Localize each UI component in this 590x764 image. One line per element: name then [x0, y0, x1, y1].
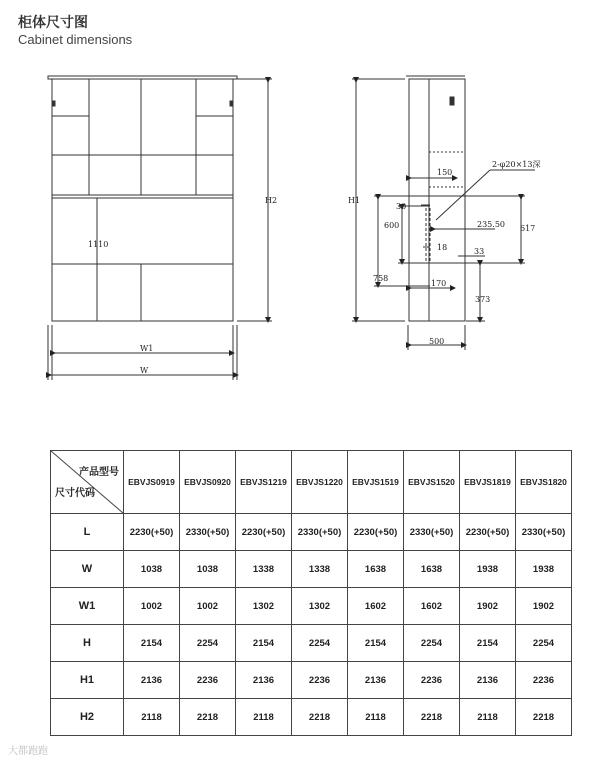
table-cell: 2330(+50) — [292, 514, 348, 551]
dim-30: 30 — [396, 202, 407, 211]
table-cell: 1902 — [460, 588, 516, 625]
dim-1110: 1110 — [88, 240, 109, 249]
table-cell: 2254 — [292, 625, 348, 662]
dim-w: W — [140, 366, 149, 375]
table-cell: 2154 — [348, 625, 404, 662]
model-header: EBVJS1519 — [348, 451, 404, 514]
table-row — [51, 551, 572, 588]
dim-235: 235.50 — [477, 220, 505, 229]
table-row — [51, 514, 572, 551]
row-code: W1 — [51, 588, 124, 625]
table-cell: 2218 — [516, 699, 572, 736]
spec-table — [50, 450, 572, 736]
watermark: 大都跑跑 — [8, 746, 48, 757]
dim-33: 33 — [474, 247, 485, 256]
table-corner — [51, 451, 124, 514]
side-view — [352, 76, 535, 350]
dim-h2: H2 — [265, 196, 278, 205]
dim-w1: W1 — [140, 344, 154, 353]
table-cell: 1002 — [124, 588, 180, 625]
row-code: H — [51, 625, 124, 662]
table-cell: 1038 — [124, 551, 180, 588]
table-cell: 1938 — [460, 551, 516, 588]
table-cell: 2218 — [180, 699, 236, 736]
table-cell: 1302 — [236, 588, 292, 625]
dim-150: 150 — [437, 168, 453, 177]
model-header: EBVJS0919 — [124, 451, 180, 514]
table-cell: 2154 — [236, 625, 292, 662]
table-cell: 2330(+50) — [404, 514, 460, 551]
table-cell: 2230(+50) — [460, 514, 516, 551]
table-cell: 2330(+50) — [180, 514, 236, 551]
table-row — [51, 699, 572, 736]
dim-617: 617 — [520, 224, 536, 233]
table-cell: 2218 — [404, 699, 460, 736]
table-cell: 1638 — [404, 551, 460, 588]
table-row — [51, 662, 572, 699]
table-cell: 2154 — [460, 625, 516, 662]
table-cell: 1038 — [180, 551, 236, 588]
model-header: EBVJS1220 — [292, 451, 348, 514]
table-cell: 1638 — [348, 551, 404, 588]
table-cell: 1938 — [516, 551, 572, 588]
table-cell: 2136 — [460, 662, 516, 699]
dim-hole: 2-φ20×13深 — [492, 160, 541, 169]
table-cell: 2230(+50) — [124, 514, 180, 551]
table-cell: 1338 — [292, 551, 348, 588]
table-cell: 2254 — [180, 625, 236, 662]
dim-170: 170 — [431, 279, 447, 288]
table-cell: 1902 — [516, 588, 572, 625]
row-code: H1 — [51, 662, 124, 699]
table-cell: 2136 — [348, 662, 404, 699]
row-code: L — [51, 514, 124, 551]
title-chinese: 柜体尺寸图 — [18, 15, 88, 31]
corner-model-label: 产品型号 — [79, 467, 119, 478]
dim-373: 373 — [475, 295, 491, 304]
model-header: EBVJS1820 — [516, 451, 572, 514]
model-header: EBVJS1819 — [460, 451, 516, 514]
dim-600: 600 — [384, 221, 400, 230]
model-header: EBVJS0920 — [180, 451, 236, 514]
table-row — [51, 625, 572, 662]
table-cell: 2330(+50) — [516, 514, 572, 551]
dim-758: 758 — [373, 274, 389, 283]
corner-diagonal — [51, 451, 123, 513]
table-cell: 2218 — [292, 699, 348, 736]
table-row — [51, 588, 572, 625]
dim-h1: H1 — [348, 196, 361, 205]
table-cell: 2118 — [348, 699, 404, 736]
table-cell: 1338 — [236, 551, 292, 588]
table-cell: 2118 — [460, 699, 516, 736]
row-code: W — [51, 551, 124, 588]
table-cell: 1302 — [292, 588, 348, 625]
title-english: Cabinet dimensions — [18, 32, 133, 47]
table-cell: 2118 — [124, 699, 180, 736]
table-cell: 2236 — [516, 662, 572, 699]
table-cell: 1002 — [180, 588, 236, 625]
table-cell: 2230(+50) — [348, 514, 404, 551]
table-cell: 2236 — [180, 662, 236, 699]
table-cell: 2236 — [404, 662, 460, 699]
table-cell: 1602 — [348, 588, 404, 625]
table-cell: 2136 — [236, 662, 292, 699]
corner-code-label: 尺寸代码 — [55, 488, 95, 499]
table-cell: 2254 — [516, 625, 572, 662]
dim-18: 18 — [437, 243, 448, 252]
table-cell: 2254 — [404, 625, 460, 662]
table-cell: 2154 — [124, 625, 180, 662]
table-cell: 2118 — [236, 699, 292, 736]
front-view — [48, 76, 272, 380]
row-code: H2 — [51, 699, 124, 736]
table-cell: 2230(+50) — [236, 514, 292, 551]
table-header-row — [51, 451, 572, 514]
model-header: EBVJS1520 — [404, 451, 460, 514]
table-cell: 2236 — [292, 662, 348, 699]
table-cell: 2136 — [124, 662, 180, 699]
table-cell: 1602 — [404, 588, 460, 625]
dim-500: 500 — [429, 337, 445, 346]
model-header: EBVJS1219 — [236, 451, 292, 514]
